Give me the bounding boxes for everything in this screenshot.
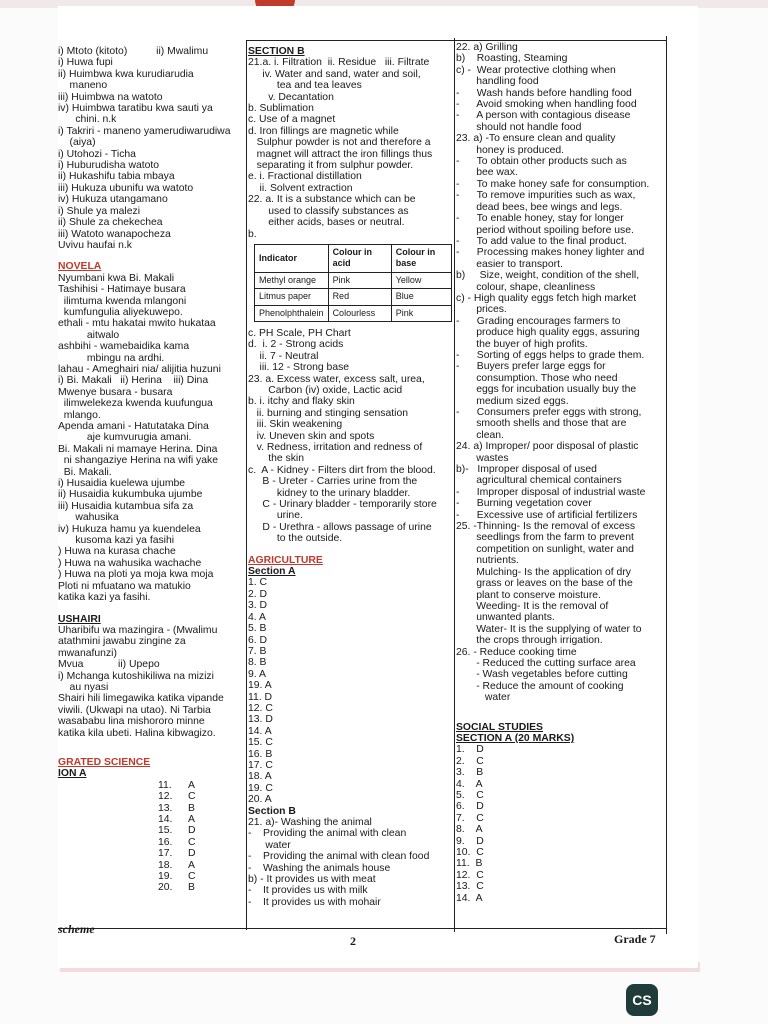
text-line: - Processing makes honey lighter and: [456, 247, 645, 259]
social-studies-heading: SOCIAL STUDIES: [456, 721, 543, 733]
agriculture-section-b-block: [248, 817, 452, 908]
table-cell: Red: [328, 289, 391, 305]
text-line: water: [456, 692, 511, 704]
text-line: c) - Wear protective clothing when: [456, 64, 616, 76]
text-line: Shairi hili limegawika katika vipande: [58, 693, 224, 705]
text-line: 8. B: [248, 657, 267, 669]
answer-number: 13.: [158, 802, 173, 814]
text-line: ii) Huimbwa kwa kurudiarudia: [58, 68, 194, 80]
table-cell: Colourless: [328, 305, 391, 321]
text-line: v. Decantation: [248, 91, 334, 103]
text-line: bee wax.: [456, 167, 518, 179]
text-line: 23. a. Excess water, excess salt, urea,: [248, 373, 425, 385]
text-line: - Wash vegetables before cutting: [456, 669, 628, 681]
text-line: aje kumvurugia amani.: [58, 432, 192, 444]
agriculture-answers-list: [248, 577, 452, 805]
column-kiswahili: [58, 46, 244, 926]
answer-letter: C: [188, 871, 196, 883]
text-line: - Grading encourages farmers to: [456, 315, 621, 327]
text-line: 17. C: [248, 759, 273, 771]
text-line: ilimwelekeza kwenda kuufungua: [58, 398, 213, 410]
text-line: 20. A: [248, 794, 272, 806]
text-line: agricultural chemical containers: [456, 475, 622, 487]
text-line: used to classify substances as: [248, 205, 409, 217]
section-b-heading: SECTION B: [248, 46, 305, 57]
text-line: B - Ureter - Carries urine from the: [248, 476, 418, 488]
text-line: the buyer of high profits.: [456, 338, 588, 350]
text-line: 16. B: [248, 748, 273, 760]
social-studies-answers-list: [456, 744, 696, 904]
text-line: 14. A: [456, 892, 483, 904]
text-line: 23. a) -To ensure clean and quality: [456, 133, 616, 145]
text-line: i) Mtoto (kitoto) ii) Mwalimu: [58, 46, 209, 57]
text-line: 3. D: [248, 600, 268, 612]
table-header-cell: Indicator: [255, 244, 329, 272]
text-line: b. Sublimation: [248, 103, 314, 115]
table-cell: Phenolphthalein: [255, 305, 329, 321]
text-line: ethali - mtu hakatai mwito hukataa: [58, 318, 216, 330]
text-line: the skin: [248, 453, 305, 465]
science-section-heading: ION A: [58, 768, 87, 780]
text-line: plant to conserve moisture.: [456, 589, 601, 601]
text-line: - Providing the animal with clean food: [248, 851, 430, 863]
text-line: Apenda amani - Hatutataka Dina: [58, 421, 209, 432]
text-line: kumfungulia aliyekuwepo.: [58, 306, 183, 318]
answer-row: [58, 780, 244, 791]
answer-row: [58, 803, 244, 814]
answer-number: 15.: [158, 825, 173, 837]
ushairi-heading: USHAIRI: [58, 613, 101, 625]
text-line: ilimtuma kwenda mlangoni: [58, 295, 187, 307]
text-line: Mulching- Is the application of dry: [456, 566, 631, 578]
text-line: 8. A: [456, 824, 483, 836]
text-line: i) Huwa fupi: [58, 57, 113, 69]
text-line: seedlings from the farm to prevent: [456, 532, 634, 544]
text-line: Weeding- It is the removal of: [456, 600, 609, 612]
text-line: ii. burning and stinging sensation: [248, 407, 409, 419]
agriculture-continued-block: [456, 42, 696, 704]
agriculture-heading: AGRICULTURE: [248, 554, 323, 566]
answer-number: 18.: [158, 859, 173, 871]
column-science-agriculture: [248, 46, 452, 930]
text-line: 22. a) Grilling: [456, 42, 518, 53]
text-line: urine.: [248, 510, 303, 522]
text-line: 14. A: [248, 725, 272, 737]
camscanner-logo: CS: [626, 984, 658, 1016]
answer-number: 16.: [158, 836, 173, 848]
text-line: 5. B: [248, 623, 267, 635]
text-line: - To add value to the final product.: [456, 235, 627, 247]
text-line: 2. C: [456, 755, 484, 767]
text-line: wasababu lina mishororo minne: [58, 716, 205, 728]
text-line: mlango.: [58, 409, 101, 421]
text-line: Ploti ni mfuatano wa matukio: [58, 580, 191, 592]
text-line: Sulphur powder is not and therefore a: [248, 137, 431, 149]
text-line: 3. B: [456, 767, 484, 779]
text-line: ii. Solvent extraction: [248, 182, 353, 194]
text-line: i) Bi. Makali ii) Herina iii) Dina: [58, 375, 209, 387]
science-heading: GRATED SCIENCE: [58, 756, 151, 768]
science-section-b-continued: [248, 328, 452, 545]
text-line: 15. C: [248, 737, 273, 749]
text-line: ii. 7 - Neutral: [248, 350, 319, 362]
table-row: [255, 305, 452, 321]
text-line: - To make honey safe for consumption.: [456, 178, 650, 190]
text-line: separating it from sulphur powder.: [248, 160, 414, 172]
text-line: handling food: [456, 76, 539, 88]
text-line: d. Iron fillings are magnetic while: [248, 125, 399, 137]
text-line: Bi. Makali.: [58, 466, 112, 478]
text-line: 2. D: [248, 588, 268, 600]
text-line: 24. a) Improper/ poor disposal of plastic: [456, 441, 639, 453]
text-line: ii) Shule za chekechea: [58, 217, 163, 229]
text-line: iii) Hukuza ubunifu wa watoto: [58, 182, 194, 194]
answer-letter: A: [188, 779, 195, 791]
answer-letter: A: [188, 814, 195, 825]
text-line: ii) Hukashifu tabia mbaya: [58, 171, 175, 183]
text-line: iii) Huimbwa na watoto: [58, 91, 163, 103]
text-line: period without spoiling before use.: [456, 224, 634, 236]
table-header-cell: Colour in acid: [328, 244, 391, 272]
text-line: 6. D: [248, 634, 268, 646]
text-line: Carbon (iv) oxide, Lactic acid: [248, 384, 403, 396]
text-line: i) Husaidia kuelewa ujumbe: [58, 478, 186, 490]
text-line: the crops through irrigation.: [456, 635, 603, 647]
text-line: D - Urethra - allows passage of urine: [248, 521, 432, 533]
text-line: katika kazi ya fasihi.: [58, 592, 151, 604]
text-line: - Sorting of eggs helps to grade them.: [456, 349, 645, 361]
text-line: 1. D: [456, 744, 484, 756]
answer-row: [58, 825, 244, 836]
text-line: grass or leaves on the base of the: [456, 578, 633, 590]
text-line: b) Roasting, Steaming: [456, 53, 568, 65]
text-line: Uharibifu wa mazingira - (Mwalimu: [58, 624, 218, 636]
agriculture-section-b-heading: Section B: [248, 805, 296, 817]
text-line: v. Redness, irritation and redness of: [248, 442, 423, 453]
text-line: - To enable honey, stay for longer: [456, 213, 624, 225]
text-line: i) Shule ya malezi: [58, 205, 141, 217]
text-line: 9. D: [456, 835, 484, 847]
text-line: - To obtain other products such as: [456, 156, 627, 168]
text-line: c. A - Kidney - Filters dirt from the blood.: [248, 464, 436, 476]
text-line: wastes: [456, 452, 509, 464]
table-row: [255, 289, 452, 305]
text-line: iv) Hukuza utangamano: [58, 194, 168, 206]
text-line: b) - It provides us with meat: [248, 874, 376, 886]
text-line: honey is produced.: [456, 144, 565, 156]
text-line: 18. A: [248, 771, 272, 783]
text-line: b.: [248, 228, 257, 240]
text-line: - To remove impurities such as wax,: [456, 190, 636, 202]
text-line: mwanafunzi): [58, 647, 117, 659]
text-line: Nyumbani kwa Bi. Makali: [58, 272, 175, 284]
text-line: ) Huwa na wahusika wachache: [58, 557, 202, 569]
text-line: b)- Improper disposal of used: [456, 464, 597, 476]
text-line: - It provides us with milk: [248, 885, 368, 897]
text-line: maneno: [58, 80, 108, 92]
answer-number: 11.: [158, 779, 172, 791]
text-line: produce high quality eggs, assuring: [456, 327, 640, 339]
answer-row: [58, 848, 244, 859]
text-line: c) - High quality eggs fetch high market: [456, 292, 637, 304]
text-line: - A person with contagious disease: [456, 110, 631, 122]
text-line: either acids, bases or neutral.: [248, 217, 405, 229]
text-line: Uvivu haufai n.k: [58, 239, 132, 251]
answer-row: [58, 871, 244, 882]
text-line: - Burning vegetation cover: [456, 498, 592, 510]
text-line: ii) Husaidia kukumbuka ujumbe: [58, 489, 203, 501]
text-line: 9. A: [248, 668, 266, 680]
text-line: Mvua ii) Upepo: [58, 659, 160, 671]
text-line: viwili. (Ukwapi na utao). Ni Tarbia: [58, 704, 211, 716]
text-line: should not handle food: [456, 121, 582, 133]
text-line: ) Huwa na kurasa chache: [58, 546, 176, 558]
text-line: iv) Hukuza hamu ya kuendelea: [58, 523, 201, 535]
text-line: consumption. Those who need: [456, 372, 618, 384]
ushairi-answers-block: [58, 625, 244, 739]
table-cell: Pink: [328, 272, 391, 288]
text-line: 10. C: [456, 847, 484, 859]
novela-answers-block: [58, 273, 244, 604]
text-line: kidney to the urinary bladder.: [248, 487, 411, 499]
text-line: tea and tea leaves: [248, 80, 362, 92]
text-line: c. PH Scale, PH Chart: [248, 327, 351, 339]
table-cell: Pink: [391, 305, 451, 321]
footer-grade-label: Grade 7: [614, 932, 656, 946]
text-line: iii. Skin weakening: [248, 419, 343, 431]
agriculture-section-a-heading: Section A: [248, 566, 296, 578]
text-line: d. i. 2 - Strong acids: [248, 339, 344, 351]
text-line: iii) Watoto wanapocheza: [58, 228, 171, 240]
text-line: - Improper disposal of industrial waste: [456, 486, 646, 498]
text-line: iv) Huimbwa taratibu kwa sauti ya: [58, 103, 213, 115]
text-line: competition on sunlight, water and: [456, 543, 634, 555]
text-line: 12. C: [456, 869, 484, 881]
text-line: - Washing the animals house: [248, 862, 391, 874]
text-line: medium sized eggs.: [456, 395, 569, 407]
text-line: - Providing the animal with clean: [248, 828, 407, 840]
text-line: - Reduce the amount of cooking: [456, 680, 624, 692]
text-line: - Wash hands before handling food: [456, 87, 632, 99]
text-line: katika kila ubeti. Halina kibwagizo.: [58, 727, 216, 739]
text-line: 19. A: [248, 680, 272, 692]
document-page: [58, 6, 698, 968]
page-number: 2: [350, 934, 356, 948]
text-line: 1. C: [248, 577, 268, 589]
text-line: nutrients.: [456, 555, 519, 567]
table-cell: Litmus paper: [255, 289, 329, 305]
text-line: i) Huburudisha watoto: [58, 160, 160, 172]
text-line: b. i. itchy and flaky skin: [248, 396, 355, 408]
text-line: i) Utohozi - Ticha: [58, 148, 136, 160]
text-line: 12. C: [248, 702, 273, 714]
text-line: - Excessive use of artificial fertilizers: [456, 509, 638, 521]
answer-letter: A: [188, 859, 195, 871]
text-line: 21.a. i. Filtration ii. Residue iii. Filtrate: [248, 57, 430, 69]
answer-letter: C: [188, 791, 196, 803]
text-line: e. i. Fractional distillation: [248, 171, 362, 183]
table-header-cell: Colour in base: [391, 244, 451, 272]
text-line: water: [248, 839, 291, 851]
text-line: iii) Husaidia kutambua sifa za: [58, 500, 194, 512]
text-line: i) Takriri - maneno yamerudiwarudiwa: [58, 125, 231, 137]
table-cell: Blue: [391, 289, 451, 305]
text-line: 26. - Reduce cooking time: [456, 646, 577, 658]
answer-letter: B: [188, 882, 195, 894]
text-line: au nyasi: [58, 681, 109, 693]
text-line: clean.: [456, 429, 504, 441]
text-line: eggs for incubation usually buy the: [456, 384, 637, 396]
text-line: Bi. Makali ni mamaye Herina. Dina: [58, 443, 218, 455]
social-studies-section-heading: SECTION A (20 MARKS): [456, 732, 575, 744]
text-line: 7. B: [248, 645, 267, 657]
text-line: 4. A: [248, 611, 266, 623]
text-line: 11. D: [248, 691, 273, 703]
text-line: 13. D: [248, 714, 273, 726]
text-line: c. Use of a magnet: [248, 114, 336, 126]
text-line: ) Huwa na ploti ya moja kwa moja: [58, 569, 214, 581]
answer-letter: D: [188, 848, 196, 860]
text-line: atathmini jawabu zingine za: [58, 636, 186, 648]
table-row: [255, 272, 452, 288]
answer-number: 17.: [158, 848, 173, 860]
answer-row: [58, 860, 244, 871]
kiswahili-answers-block: [58, 46, 244, 251]
text-line: ni shangaziye Herina na wifi yake: [58, 455, 218, 467]
text-line: 11. B: [456, 858, 483, 870]
text-line: - It provides us with mohair: [248, 896, 381, 908]
text-line: colour, shape, cleanliness: [456, 281, 596, 293]
answer-row: [58, 791, 244, 802]
text-line: 4. A: [456, 778, 483, 790]
text-line: magnet will attract the iron fillings thus: [248, 148, 433, 160]
text-line: dead bees, bee wings and legs.: [456, 201, 623, 213]
text-line: wahusika: [58, 512, 119, 524]
text-line: smooth shells and those that are: [456, 418, 627, 430]
text-line: iv. Water and sand, water and soil,: [248, 68, 421, 80]
text-line: 22. a. It is a substance which can be: [248, 194, 416, 206]
text-line: Water- It is the supplying of water to: [456, 623, 642, 635]
text-line: ashbihi - wamebaidika kama: [58, 341, 190, 353]
indicator-table: [254, 244, 452, 322]
text-line: - Consumers prefer eggs with strong,: [456, 407, 642, 418]
text-line: Tashihisi - Hatimaye busara: [58, 284, 186, 296]
answer-row: [58, 814, 244, 825]
text-line: iv. Uneven skin and spots: [248, 430, 375, 442]
text-line: 7. C: [456, 812, 484, 824]
answer-letter: C: [188, 836, 196, 848]
table-cell: Methyl orange: [255, 272, 329, 288]
text-line: - Buyers prefer large eggs for: [456, 361, 606, 373]
answer-letter: D: [188, 825, 196, 837]
text-line: chini. n.k: [58, 114, 117, 126]
text-line: 13. C: [456, 881, 484, 893]
table-cell: Yellow: [391, 272, 451, 288]
answer-letter: B: [188, 802, 195, 814]
text-line: aitwalo: [58, 329, 120, 341]
text-line: lahau - Ameghairi nia/ alijitia huzuni: [58, 363, 221, 375]
answer-number: 12.: [158, 791, 173, 803]
text-line: unwanted plants.: [456, 612, 555, 624]
answer-row: [58, 837, 244, 848]
footer-scheme-label: scheme: [58, 922, 95, 936]
text-line: prices.: [456, 304, 507, 316]
text-line: i) Mchanga kutoshikiliwa na mizizi: [58, 670, 214, 682]
answer-number: 14.: [158, 814, 173, 825]
column-agriculture-social: [456, 42, 696, 932]
text-line: - Reduced the cutting surface area: [456, 657, 636, 669]
text-line: (aiya): [58, 137, 96, 149]
text-line: iii. 12 - Strong base: [248, 362, 350, 374]
text-line: 6. D: [456, 801, 484, 813]
text-line: to the outside.: [248, 533, 343, 545]
answer-number: 20.: [158, 882, 173, 894]
text-line: mbingu na ardhi.: [58, 352, 165, 364]
text-line: b) Size, weight, condition of the shell,: [456, 270, 640, 282]
novela-heading: NOVELA: [58, 261, 102, 273]
text-line: 25. -Thinning- Is the removal of excess: [456, 521, 636, 533]
answer-number: 19.: [158, 871, 173, 883]
text-line: C - Urinary bladder - temporarily store: [248, 499, 437, 511]
text-line: 5. C: [456, 790, 484, 801]
science-section-b-block: [248, 57, 452, 240]
text-line: easier to transport.: [456, 258, 563, 270]
text-line: 19. C: [248, 782, 273, 794]
text-line: Mwenye busara - busara: [58, 386, 173, 398]
text-line: kusoma kazi ya fasihi: [58, 535, 175, 547]
text-line: - Avoid smoking when handling food: [456, 99, 637, 111]
text-line: 21. a)- Washing the animal: [248, 817, 372, 828]
science-answers-list: [58, 780, 244, 894]
answer-row: [58, 882, 244, 893]
